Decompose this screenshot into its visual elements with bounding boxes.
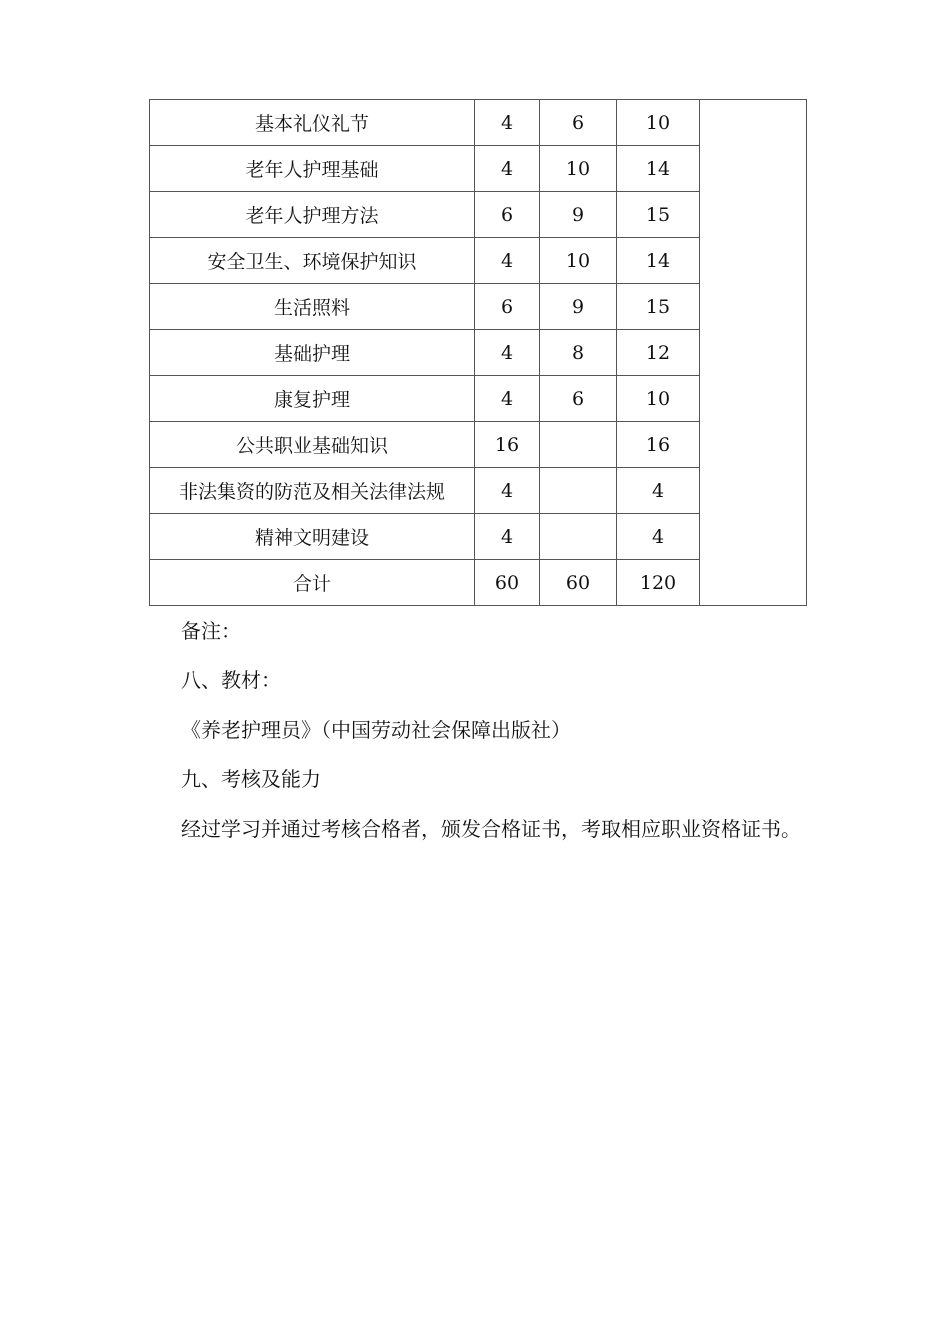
total-hours-cell: 10 (617, 376, 700, 422)
theory-hours-cell: 4 (475, 238, 540, 284)
theory-hours-cell: 6 (475, 192, 540, 238)
practice-hours-cell: 6 (540, 100, 617, 146)
practice-hours-cell: 10 (540, 146, 617, 192)
assessment-paragraph: 经过学习并通过考核合格者，颁发合格证书，考取相应职业资格证书。 (181, 817, 801, 841)
total-hours-cell: 4 (617, 468, 700, 514)
practice-hours-cell: 10 (540, 238, 617, 284)
total-hours-cell: 15 (617, 192, 700, 238)
course-name-cell: 精神文明建设 (150, 514, 475, 560)
total-hours-cell: 4 (617, 514, 700, 560)
table-body (150, 100, 807, 606)
practice-hours-cell: 6 (540, 376, 617, 422)
total-hours-cell: 10 (617, 100, 700, 146)
total-hours-cell: 16 (617, 422, 700, 468)
course-name-cell: 安全卫生、环境保护知识 (150, 238, 475, 284)
course-name-cell: 康复护理 (150, 376, 475, 422)
theory-hours-cell: 4 (475, 468, 540, 514)
course-name-cell: 公共职业基础知识 (150, 422, 475, 468)
note-cell (700, 100, 807, 606)
section-9-heading: 九、考核及能力 (181, 767, 321, 791)
theory-hours-cell: 4 (475, 330, 540, 376)
theory-hours-cell: 4 (475, 100, 540, 146)
theory-hours-cell: 6 (475, 284, 540, 330)
practice-hours-cell: 8 (540, 330, 617, 376)
remark-label: 备注： (181, 619, 241, 643)
practice-hours-cell: 9 (540, 284, 617, 330)
course-name-cell: 基础护理 (150, 330, 475, 376)
total-hours-cell: 15 (617, 284, 700, 330)
course-name-cell: 老年人护理方法 (150, 192, 475, 238)
practice-hours-cell (540, 468, 617, 514)
total-hours-cell: 14 (617, 146, 700, 192)
table-row (150, 100, 807, 146)
total-hours-cell: 120 (617, 560, 700, 606)
course-name-cell: 非法集资的防范及相关法律法规 (150, 468, 475, 514)
course-name-cell: 老年人护理基础 (150, 146, 475, 192)
practice-hours-cell: 60 (540, 560, 617, 606)
theory-hours-cell: 4 (475, 146, 540, 192)
course-hours-table (149, 99, 807, 606)
theory-hours-cell: 4 (475, 514, 540, 560)
theory-hours-cell: 16 (475, 422, 540, 468)
total-hours-cell: 12 (617, 330, 700, 376)
theory-hours-cell: 60 (475, 560, 540, 606)
theory-hours-cell: 4 (475, 376, 540, 422)
course-name-cell: 基本礼仪礼节 (150, 100, 475, 146)
section-8-heading: 八、教材： (181, 668, 281, 692)
course-name-cell: 合计 (150, 560, 475, 606)
practice-hours-cell (540, 514, 617, 560)
course-name-cell: 生活照料 (150, 284, 475, 330)
practice-hours-cell: 9 (540, 192, 617, 238)
textbook-title: 《养老护理员》（中国劳动社会保障出版社） (181, 718, 571, 742)
total-hours-cell: 14 (617, 238, 700, 284)
practice-hours-cell (540, 422, 617, 468)
